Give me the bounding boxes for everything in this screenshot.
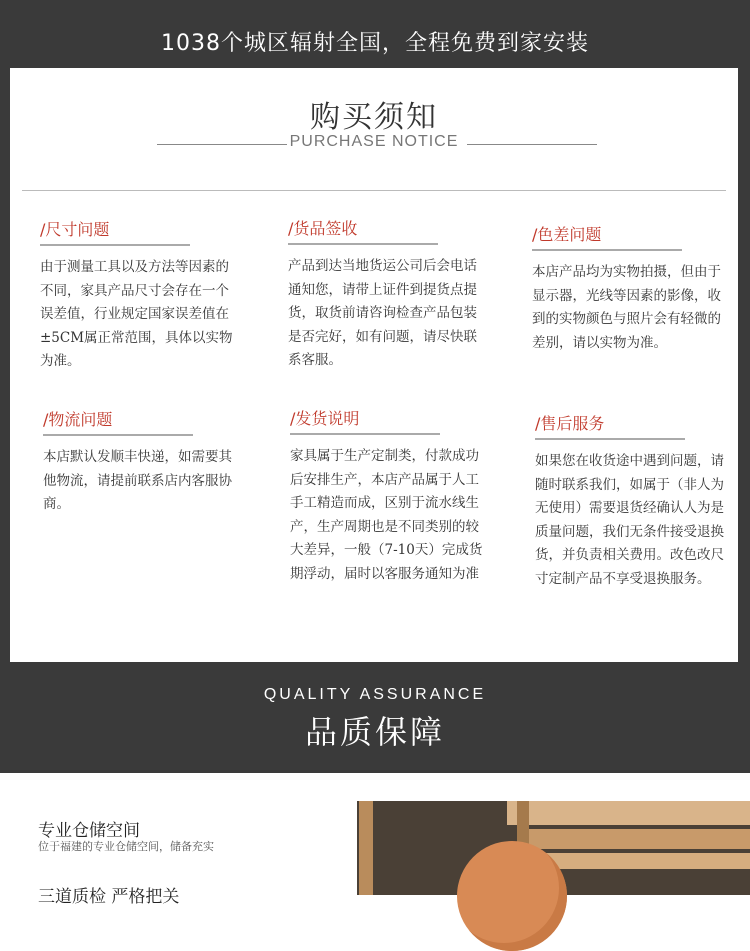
quality-chinese-title: 品质保障 (304, 713, 445, 751)
block-heading: /物流问题 (43, 410, 113, 429)
block-text: 本店默认发顺丰快递，如需要其他物流，请提前联系店内客服协商。 (43, 449, 232, 512)
banner-title: 1038个城区辐射全国，全程免费到家安装 (161, 31, 589, 56)
notice-block-logistics (43, 409, 243, 517)
heading-underline (532, 249, 682, 251)
block-text: 由于测量工具以及方法等因素的不同，家具产品尺寸会存在一个误差值，行业规定国家误差值在±5CM属正常范围，具体以实物为准。 (40, 259, 233, 369)
block-heading: /色差问题 (532, 225, 602, 244)
heading-underline (288, 243, 438, 245)
quality-english-title: QUALITY ASSURANCE (263, 686, 487, 703)
notice-block-size (40, 219, 240, 374)
notice-block-after-sales (535, 413, 735, 591)
block-text: 家具属于生产定制类，付款成功后安排生产，本店产品属于人工手工精造而成，区别于流水线生产，生产周期也是不同类别的较大差异，一般（7-10天）完成货期浮动，届时以客服务通知为准 (290, 448, 483, 582)
block-text: 产品到达当地货运公司后会电话通知您，请带上证件到提货点提货，取货前请咨询检查产品包装是否完好，如有问题，请尽快联系客服。 (288, 258, 477, 368)
storage-subtitle: 位于福建的专业仓储空间，储备充实 (38, 840, 214, 853)
heading-underline (43, 434, 193, 436)
heading-underline (290, 433, 440, 435)
notice-block-receipt (288, 218, 488, 373)
notice-block-shipping (290, 408, 490, 586)
notice-title: 购买须知 (310, 100, 438, 135)
block-heading: /售后服务 (535, 414, 605, 433)
heading-underline (40, 244, 190, 246)
quality-check-title: 三道质检 严格把关 (38, 887, 180, 907)
subtitle-right-rule (467, 144, 597, 145)
block-text: 如果您在收货途中遇到问题，请随时联系我们，如属于（非人为无使用）需要退货经确认人为是质量问题，我们无条件接受退换货，并负责相关费用。改色改尺寸定制产品不享受退换服务。 (535, 453, 724, 587)
warehouse-photo (357, 801, 750, 895)
notice-subtitle: PURCHASE NOTICE (289, 133, 459, 150)
storage-title: 专业仓储空间 (38, 821, 140, 841)
block-heading: /发货说明 (290, 409, 360, 428)
notice-block-color (532, 224, 732, 355)
block-text: 本店产品均为实物拍摄，但由于显示器，光线等因素的影像，收到的实物颜色与照片会有轻微的差别，请以实物为准。 (532, 264, 721, 351)
heading-underline (535, 438, 685, 440)
purchase-notice-panel (10, 68, 738, 662)
block-heading: /尺寸问题 (40, 220, 110, 239)
block-heading: /货品签收 (288, 219, 358, 238)
panel-divider (22, 190, 726, 191)
